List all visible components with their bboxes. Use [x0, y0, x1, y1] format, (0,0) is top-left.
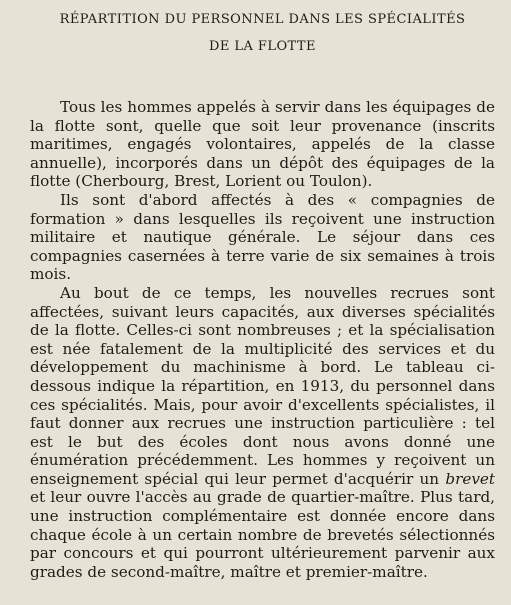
title-line-1: RÉPARTITION DU PERSONNEL DANS LES SPÉCIALITÉS: [59, 12, 466, 27]
article-body: [30, 98, 495, 581]
paragraph-3-text-before: Au bout de ce temps, les nouvelles recrues sont affectées, suivant leurs capacités, aux diverses spécialités de la flotte. Celles-ci sont nombreuses ; et la spécialisation est née fatalement de la multiplicité des services et du développement du machinisme à bord. Le tableau ci-dessous indique la répartition, en 1913, du personnel dans ces spécialités. Mais, pour avoir d'excellents spécialistes, il faut donner aux recrues une instruction particulière : tel est le but des écoles dont nous avons donné une énumération précédemment. Les hommes y reçoivent un enseignement spécial qui leur permet d'acquérir un: [30, 283, 495, 488]
paragraph-2-text: Ils sont d'abord affectés à des « compagnies de formation » dans lesquelles ils reçoivent une instruction militaire et nautique générale. Le séjour dans ces compagnies casernées à terre varie de six semaines à trois mois.: [30, 190, 495, 284]
paragraph-2: [30, 191, 495, 284]
paragraph-1: [30, 98, 495, 191]
brevet-term: brevet: [445, 469, 495, 488]
page-title: [30, 6, 495, 60]
paragraph-3: [30, 284, 495, 582]
paragraph-1-text: Tous les hommes appelés à servir dans les équipages de la flotte sont, quelle que soit leur provenance (inscrits maritimes, engagés volontaires, appelés de la classe annuelle), incorporés dans un dépôt des équipages de la flotte (Cherbourg, Brest, Lorient ou Toulon).: [30, 98, 495, 191]
paragraph-3-text-after: et leur ouvre l'accès au grade de quartier-maître. Plus tard, une instruction complémentaire est donnée encore dans chaque école à un certain nombre de brevetés sélectionnés par concours et qui pourront ultérieurement parvenir aux grades de second-maître, maître et premier-maître.: [30, 488, 495, 581]
title-line-2: DE LA FLOTTE: [209, 39, 316, 54]
